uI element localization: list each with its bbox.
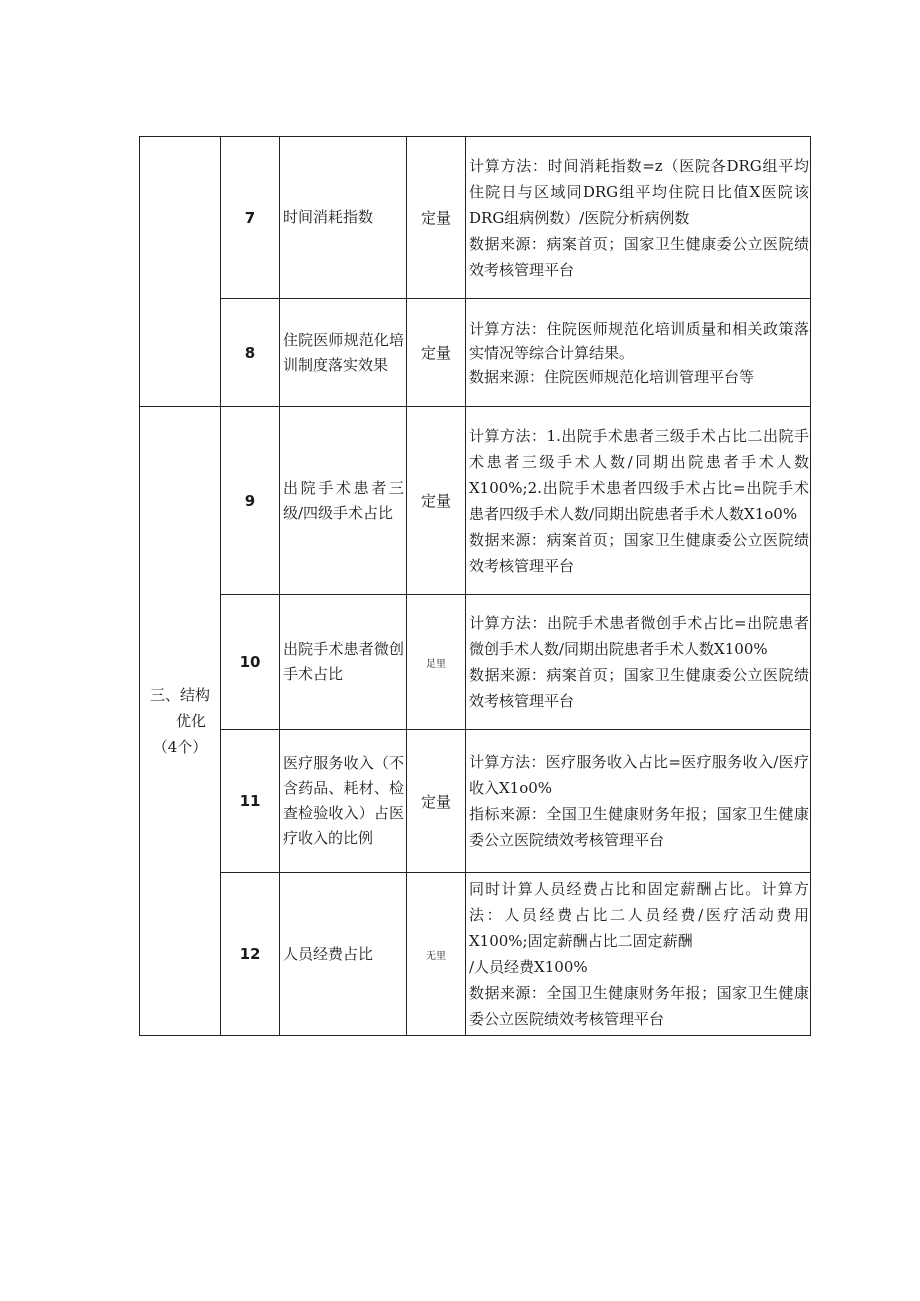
indicator-name: 出院手术患者三级/四级手术占比	[280, 407, 407, 595]
category-cell	[140, 407, 221, 1036]
indicator-type: 足里	[407, 595, 466, 730]
indicator-description	[466, 873, 811, 1036]
indicator-description	[466, 595, 811, 730]
category-cell-previous	[140, 137, 221, 407]
row-number: 7	[221, 137, 280, 299]
calc-method: 计算方法：住院医师规范化培训质量和相关政策落实情况等综合计算结果。	[469, 319, 809, 362]
category-line: （4个）	[152, 738, 208, 756]
data-source: 数据来源：病案首页；国家卫生健康委公立医院绩效考核管理平台	[469, 530, 809, 575]
indicator-type: 定量	[407, 299, 466, 407]
indicator-type: 无里	[407, 873, 466, 1036]
indicator-type: 定量	[407, 730, 466, 873]
category-line: 三、结构	[149, 686, 210, 704]
row-number: 9	[221, 407, 280, 595]
category-line: 优化	[175, 712, 206, 730]
indicator-description	[466, 730, 811, 873]
indicator-type: 定量	[407, 407, 466, 595]
indicator-name: 出院手术患者微创手术占比	[280, 595, 407, 730]
indicator-name: 医疗服务收入（不含药品、耗材、检查检验收入）占医疗收入的比例	[280, 730, 407, 873]
data-source: 数据来源：住院医师规范化培训管理平台等	[469, 367, 755, 386]
calc-method: 计算方法：医疗服务收入占比=医疗服务收入/医疗收入X1o0%	[469, 753, 809, 797]
indicator-description	[466, 299, 811, 407]
table-row	[140, 407, 811, 595]
indicator-name: 人员经费占比	[280, 873, 407, 1036]
data-source: 数据来源：全国卫生健康财务年报；国家卫生健康委公立医院绩效考核管理平台	[469, 984, 809, 1028]
indicator-name: 住院医师规范化培训制度落实效果	[280, 299, 407, 407]
row-number: 10	[221, 595, 280, 730]
indicator-name: 时间消耗指数	[280, 137, 407, 299]
indicator-table	[139, 136, 811, 1036]
row-number: 12	[221, 873, 280, 1036]
indicator-type: 定量	[407, 137, 466, 299]
table-row	[140, 137, 811, 299]
indicator-description	[466, 137, 811, 299]
indicator-description	[466, 407, 811, 595]
table-row	[140, 873, 811, 1036]
calc-method: 计算方法：出院手术患者微创手术占比=出院患者微创手术人数/同期出院患者手术人数X100%	[469, 614, 809, 658]
row-number: 11	[221, 730, 280, 873]
calc-method-continued: /人员经费X100%	[469, 958, 588, 976]
data-source: 指标来源：全国卫生健康财务年报；国家卫生健康委公立医院绩效考核管理平台	[469, 805, 809, 849]
table-row	[140, 730, 811, 873]
calc-method: 同时计算人员经费占比和固定薪酬占比。计算方法：人员经费占比二人员经费/医疗活动费用X100%;固定薪酬占比二固定薪酬	[469, 880, 809, 950]
table-row	[140, 595, 811, 730]
table-row	[140, 299, 811, 407]
data-source: 数据来源：病案首页；国家卫生健康委公立医院绩效考核管理平台	[469, 234, 809, 279]
calc-method: 计算方法：时间消耗指数=z（医院各DRG组平均住院日与区域同DRG组平均住院日比值X医院该DRG组病例数）/医院分析病例数	[469, 156, 809, 227]
data-source: 数据来源：病案首页；国家卫生健康委公立医院绩效考核管理平台	[469, 666, 809, 710]
calc-method: 计算方法：1.出院手术患者三级手术占比二出院手术患者三级手术人数/同期出院患者手术人数X100%;2.出院手术患者四级手术占比=出院手术患者四级手术人数/同期出院患者手术人数X1o0%	[469, 426, 809, 523]
row-number: 8	[221, 299, 280, 407]
